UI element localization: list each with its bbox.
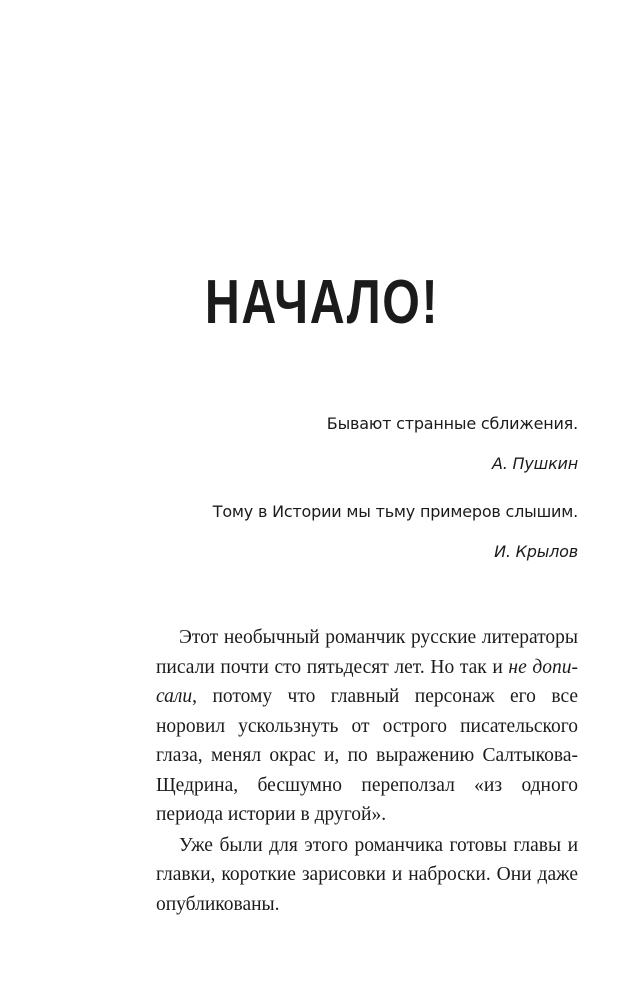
chapter-title: НАЧАЛО! — [204, 268, 440, 337]
epigraph-krylov — [158, 502, 578, 562]
body-text — [156, 623, 578, 919]
epigraph-quote: Бывают странные сближения. — [326, 414, 578, 433]
paragraph-2: Уже были для этого романчика готовы главы и главки, короткие зарисовки и наброски. Они даже опубликованы. — [156, 834, 578, 915]
epigraph-pushkin — [158, 414, 578, 474]
emphasized-text: не дописали — [156, 656, 578, 707]
paragraph-text: , потому что главный персонаж его все норовил ускользнуть от острого писательского глаза, менял окрас и, по выражению Салтыкова-Щедрина, бесшумно переползал «из одного периода истории в другой». — [156, 686, 578, 825]
paragraph-1 — [156, 623, 578, 830]
epigraph-author: И. Крылов — [494, 542, 578, 561]
paragraph-text: Этот необычный романчик русские литераторы писали почти сто пятьдесят лет. Но так и — [156, 627, 578, 678]
epigraph-quote: Тому в Истории мы тьму примеров слышим. — [212, 502, 578, 521]
epigraph-author: А. Пушкин — [492, 454, 578, 473]
